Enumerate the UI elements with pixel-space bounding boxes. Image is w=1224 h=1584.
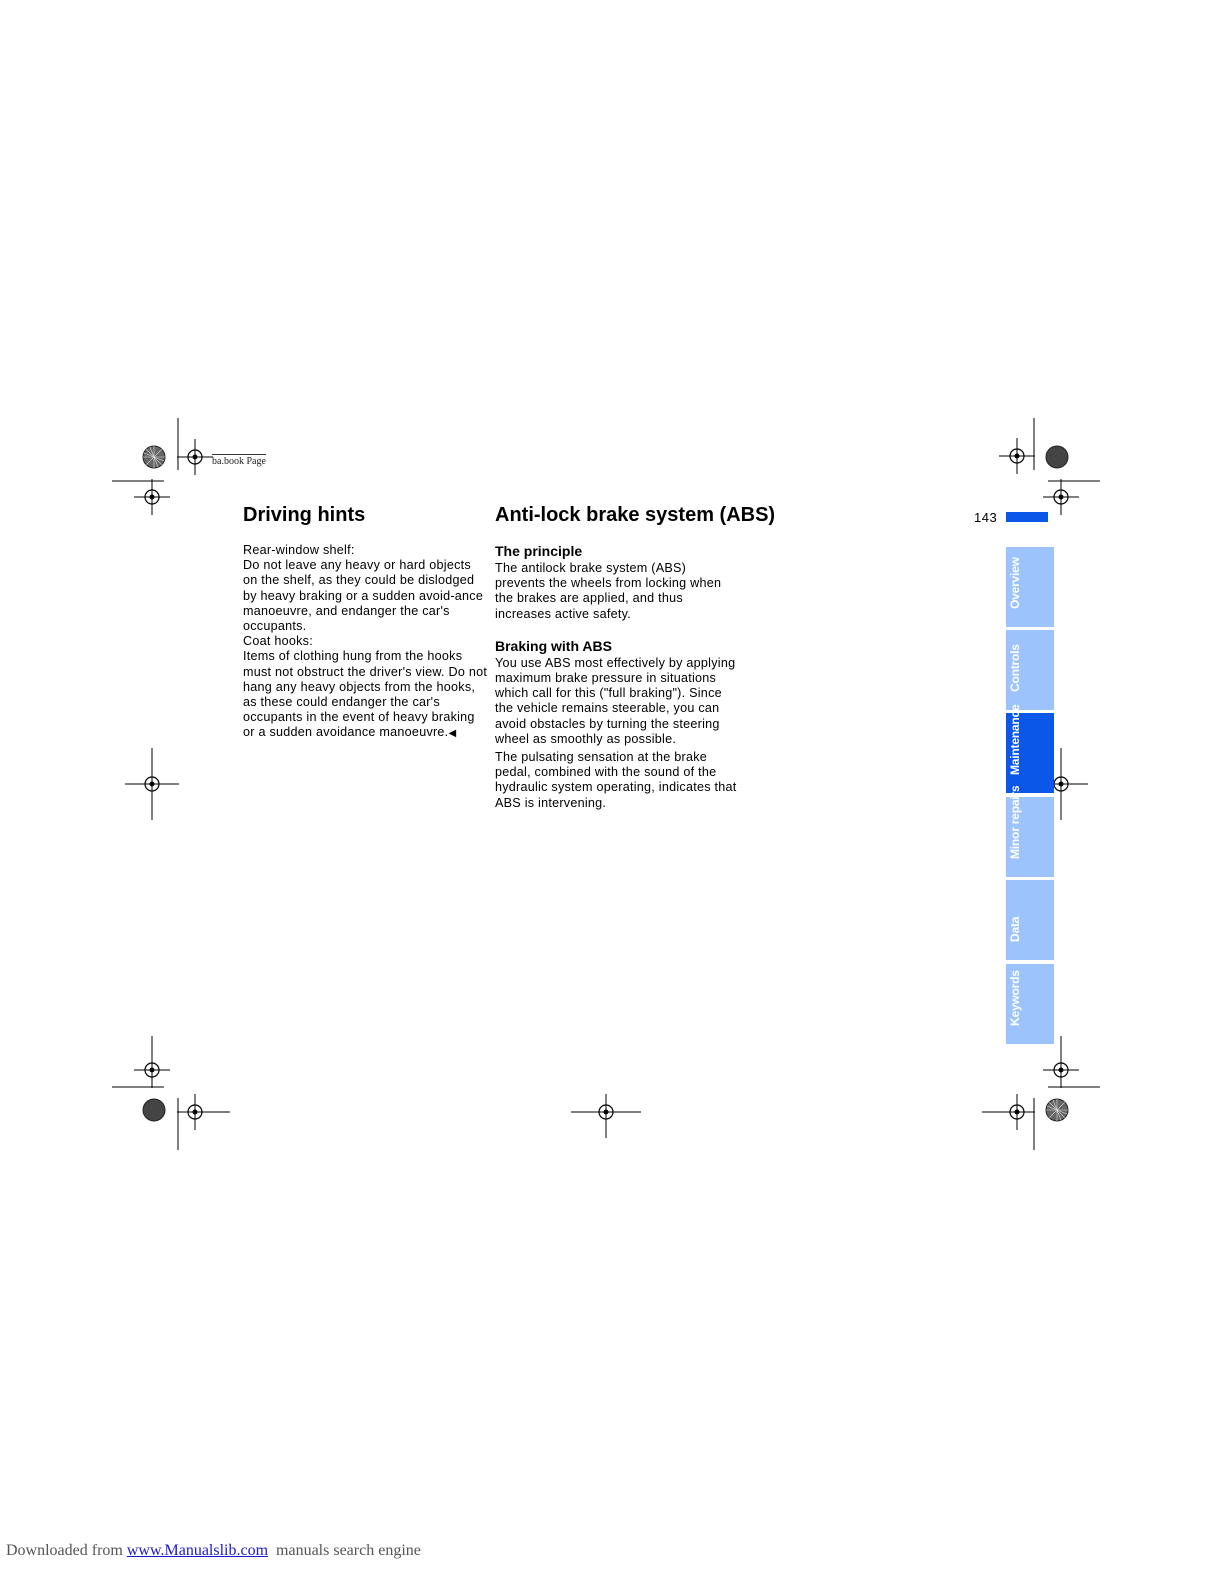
- paragraph-text: Items of clothing hung from the hooks must not obstruct the driver's view. Do not hang any heavy objects from the hooks, as these could endanger the car's occupants in the event of heavy braking or a sudden avoidance manoeuvre.: [243, 649, 488, 740]
- subheading-braking-with-abs: Braking with ABS: [495, 637, 612, 654]
- paragraph: Rear-window shelf:: [243, 543, 355, 557]
- paragraph: You use ABS most effectively by applying maximum brake pressure in situations which call for this ("full braking"). Since the vehicle remains steerable, you can avoid obstacles by turning the steering wheel as smoothly as possible.: [495, 655, 736, 746]
- tab-maintenance[interactable]: [1006, 704, 1054, 793]
- tab-label: Overview: [1008, 557, 1022, 609]
- section-title-abs: Anti-lock brake system (ABS): [495, 504, 776, 526]
- section-title-driving-hints: Driving hints: [243, 504, 366, 526]
- tab-keywords[interactable]: [1006, 964, 1054, 1044]
- tab-overview[interactable]: [1006, 547, 1054, 627]
- tab-label: Data: [1008, 916, 1022, 942]
- page-number: 143: [974, 510, 998, 525]
- tab-data[interactable]: [1006, 880, 1054, 960]
- end-mark-icon: ◀: [448, 728, 457, 740]
- manualslib-link[interactable]: www.Manualslib.com: [126, 1542, 269, 1559]
- tab-controls[interactable]: [1006, 630, 1054, 710]
- tab-minor-repairs[interactable]: [1006, 785, 1054, 877]
- driving-hints-body: [243, 543, 488, 742]
- paragraph: The pulsating sensation at the brake pedal, combined with the sound of the hydraulic system operating, indicates that ABS is intervening.: [495, 750, 737, 810]
- subheading-principle: The principle: [495, 543, 583, 559]
- paragraph: The antilock brake system (ABS) prevents the wheels from locking when the brakes are applied, and thus increases active safety.: [495, 561, 722, 621]
- page-number-bar: [1006, 512, 1048, 522]
- paragraph: Coat hooks:: [243, 634, 313, 649]
- tab-label: Minor repairs: [1008, 785, 1022, 859]
- paragraph: [243, 649, 488, 741]
- footer-suffix: manuals search engine: [268, 1542, 421, 1559]
- book-file-label: ba.book Page: [212, 456, 266, 467]
- abs-body: [495, 543, 740, 811]
- tab-label: Keywords: [1008, 970, 1022, 1026]
- download-footer: [6, 1542, 421, 1560]
- paragraph: Do not leave any heavy or hard objects on the shelf, as they could be dislodged by heavy braking or a sudden avoid-ance manoeuvre, and endanger the car's occupants.: [243, 558, 484, 634]
- footer-prefix: Downloaded from: [6, 1542, 127, 1559]
- tab-label: Controls: [1008, 644, 1022, 692]
- tab-label: Maintenance: [1008, 704, 1022, 775]
